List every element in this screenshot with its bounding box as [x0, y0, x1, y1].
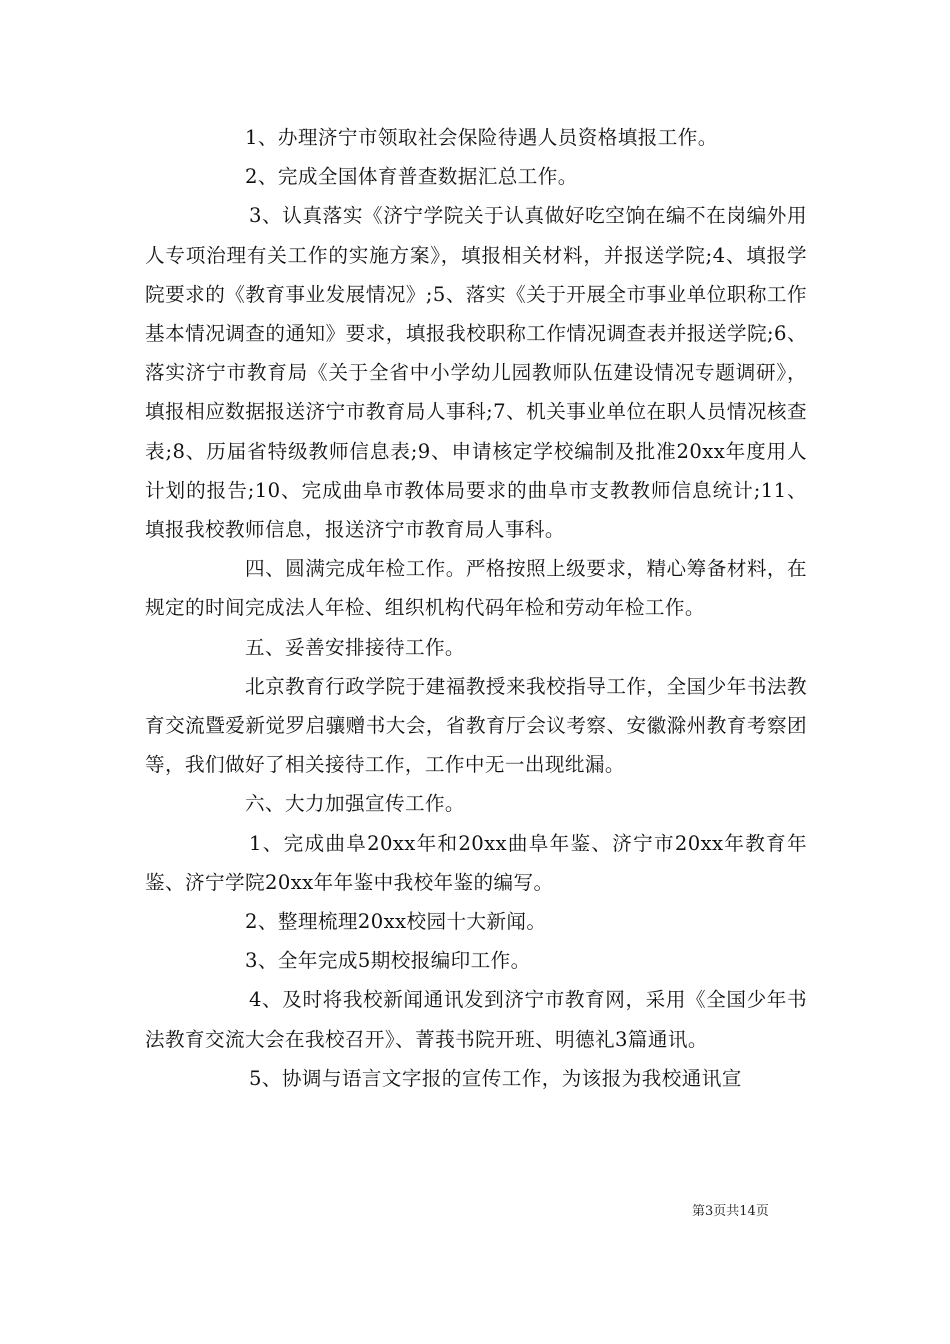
paragraph-annual-inspection: 四、圆满完成年检工作。严格按照上级要求，精心筹备材料，在规定的时间完成法人年检、组织机构代码年检和劳动年检工作。 [145, 557, 807, 620]
paragraph-publicity-3: 3、全年完成5期校报编印工作。 [245, 949, 531, 973]
paragraph-publicity-5: 5、协调与语言文字报的宣传工作，为该报为我校通讯宣 [249, 1066, 742, 1090]
paragraph-reception: 北京教育行政学院于建福教授来我校指导工作，全国少年书法教育交流暨爱新觉罗启骧赠书大会，省教育厅会议考察、安徽滁州教育考察团等，我们做好了相关接待工作，工作中无一出现纰漏。 [145, 674, 807, 777]
heading-publicity: 六、大力加强宣传工作。 [245, 792, 465, 816]
paragraph-publicity-4: 4、及时将我校新闻通讯发到济宁市教育网，采用《全国少年书法教育交流大会在我校召开》、菁莪书院开班、明德礼3篇通讯。 [145, 988, 807, 1051]
paragraph-item-3: 3、认真落实《济宁学院关于认真做好吃空饷在编不在岗编外用人专项治理有关工作的实施方案》，填报相关材料，并报送学院;4、填报学院要求的《教育事业发展情况》;5、落实《关于开展全市事业单位职称工作基本情况调查的通知》要求，填报我校职称工作情况调查表并报送学院;6、落实济宁市教育局《关于全省中小学幼儿园教师队伍建设情况专题调研》，填报相应数据报送济宁市教育局人事科;7、机关事业单位在职人员情况核查表;8、历届省特级教师信息表;9、申请核定学校编制及批准20xx年度用人计划的报告;10、完成曲阜市教体局要求的曲阜市支教教师信息统计;11、填报我校教师信息，报送济宁市教育局人事科。 [145, 204, 807, 542]
page-number-footer: 第3页共14页 [692, 1204, 769, 1219]
paragraph-item-2: 2、完成全国体育普查数据汇总工作。 [245, 165, 578, 189]
paragraph-publicity-1: 1、完成曲阜20xx年和20xx曲阜年鉴、济宁市20xx年教育年鉴、济宁学院20xx年年鉴中我校年鉴的编写。 [145, 831, 807, 894]
document-body [145, 118, 807, 1098]
paragraph-item-1: 1、办理济宁市领取社会保险待遇人员资格填报工作。 [245, 126, 718, 149]
heading-reception: 五、妥善安排接待工作。 [245, 635, 465, 659]
paragraph-publicity-2: 2、整理梳理20xx校园十大新闻。 [245, 910, 547, 934]
